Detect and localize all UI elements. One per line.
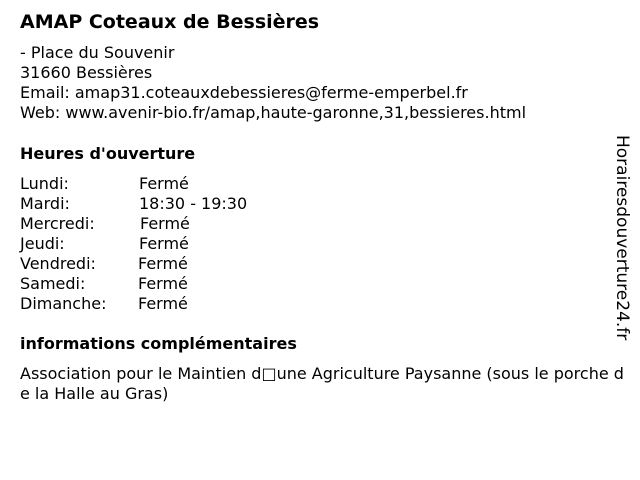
hours-row-mercredi [20, 214, 247, 234]
hours-row-vendredi [20, 254, 247, 274]
hours-row-dimanche [20, 294, 247, 314]
day-label: Mercredi: [20, 214, 95, 233]
info-heading: informations complémentaires [20, 334, 297, 353]
opening-hours-list [20, 174, 247, 314]
day-label: Samedi: [20, 274, 86, 293]
address-block [20, 43, 526, 123]
day-label: Lundi: [20, 174, 69, 193]
hours-row-mardi [20, 194, 247, 214]
day-label: Dimanche: [20, 294, 107, 313]
day-hours: Fermé [139, 174, 189, 193]
day-hours: Fermé [138, 294, 188, 313]
day-hours: Fermé [138, 254, 188, 273]
day-label: Mardi: [20, 194, 70, 213]
day-hours: 18:30 - 19:30 [139, 194, 248, 213]
day-hours: Fermé [139, 234, 189, 253]
hours-row-lundi [20, 174, 247, 194]
day-label: Vendredi: [20, 254, 96, 273]
city-address: 31660 Bessières [20, 63, 153, 82]
web-line: Web: www.avenir-bio.fr/amap,haute-garonne,31,bessieres.html [20, 103, 527, 122]
site-watermark: Horairesdouverture24.fr [612, 135, 632, 341]
page-title: AMAP Coteaux de Bessières [20, 11, 320, 33]
day-hours: Fermé [140, 214, 190, 233]
hours-row-samedi [20, 274, 247, 294]
info-description: Association pour le Maintien d□une Agriculture Paysanne (sous le porche de la Halle au Gras) [20, 364, 624, 403]
day-label: Jeudi: [20, 234, 65, 253]
day-hours: Fermé [138, 274, 188, 293]
hours-row-jeudi [20, 234, 247, 254]
street-address: - Place du Souvenir [20, 43, 175, 62]
hours-heading: Heures d'ouverture [20, 144, 196, 163]
email-line: Email: amap31.coteauxdebessieres@ferme-emperbel.fr [20, 83, 468, 102]
